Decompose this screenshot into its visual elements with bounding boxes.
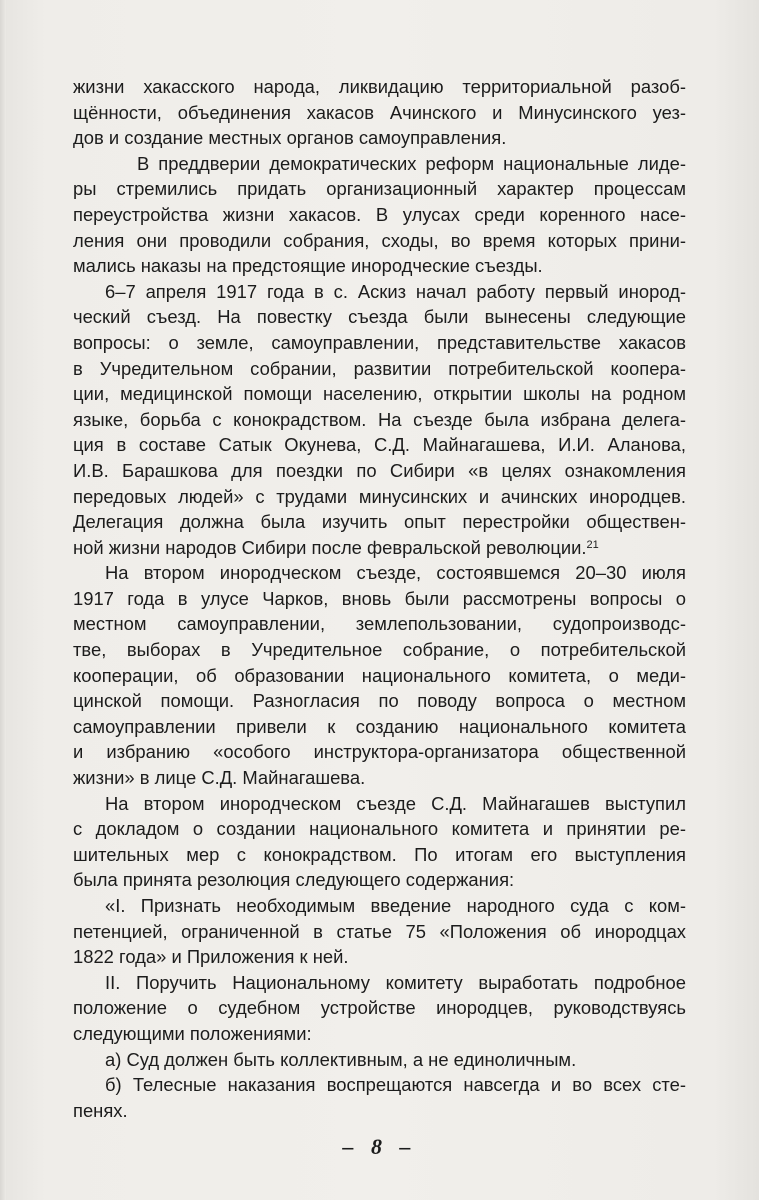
text-line: 6–7 апреля 1917 года в с. Аскиз начал работу первый инород- [105,280,686,302]
text-line: вопросы: о земле, самоуправлении, представительстве хакасов [73,331,686,353]
text-line: мались наказы на предстоящие инородческие съезды. [73,255,543,277]
text-line: На втором инородческом съезде, состоявшемся 20–30 июля [105,562,686,584]
text-line: жизни хакасского народа, ликвидацию территориальной разоб- [73,76,686,97]
text-line: положение о судебном устройстве инородцев, руководствуясь [73,997,686,1019]
text-line: 1917 года в улусе Чарков, вновь были рассмотрены вопросы о [73,587,686,609]
text-line [73,535,686,561]
text-line: была принята резолюция следующего содержания: [73,869,515,891]
text-line: ции, медицинской помощи населению, открытии школы на родном [73,383,686,405]
text-line: ления они проводили собрания, сходы, во время которых прини- [73,229,686,251]
text-line: кооперации, об образовании национального комитета, о меди- [73,664,686,686]
text-line: ческий съезд. На повестку съезда были вынесены следующие [73,306,686,328]
text-line: дов и создание местных органов самоуправления. [73,127,507,149]
paragraph-5 [73,791,686,893]
text-line: следующими положениями: [73,1022,312,1044]
text-line: «I. Признать необходимым введение народного суда с ком- [105,895,686,916]
resolution-subitem-a [73,1047,686,1073]
page-number: – 8 – [342,1134,417,1159]
text-line: и избранию «особого инструктора-организатора общественной [73,741,686,763]
text-line: Делегация должна была изучить опыт перестройки обществен- [73,511,686,533]
text-line: а) Суд должен быть коллективным, а не единоличным. [105,1048,577,1070]
text-line: шительных мер с конокрадством. По итогам его выступления [73,843,686,865]
text-line: И.В. Барашкова для поездки по Сибири «в целях ознакомления [73,459,686,481]
paragraph-4 [73,560,686,790]
text-line: передовых людей» с трудами минусинских и ачинских инородцев. [73,485,686,507]
text-line: пенях. [73,1099,128,1121]
paragraph-2 [73,151,686,279]
text-line: 1822 года» и Приложения к ней. [73,946,349,968]
text-line: самоуправлении привели к созданию национального комитета [73,715,686,737]
text-line: петенцией, ограниченной в статье 75 «Положения об инородцах [73,920,686,942]
text-line: ры стремились придать организационный характер процессам [73,178,686,200]
paragraph-3 [73,279,686,561]
text-line: языке, борьба с конокрадством. На съезде была избрана делега- [73,408,686,430]
text-line: В преддверии демократических реформ национальные лиде- [137,152,686,174]
body-text [73,74,686,1123]
footnote-reference: 21 [586,538,599,551]
text-line: с докладом о создании национального комитета и принятии ре- [73,818,686,840]
text-line: II. Поручить Национальному комитету выработать подробное [105,971,686,993]
text-line: в Учредительном собрании, развитии потребительской коопера- [73,357,686,379]
text-line: тве, выборах в Учредительное собрание, о потребительской [73,639,686,661]
paragraph-1 [73,74,686,151]
resolution-item-2 [73,970,686,1047]
text-line: жизни» в лице С.Д. Майнагашева. [73,767,366,789]
text-line: ция в составе Сатык Окунева, С.Д. Майнагашева, И.И. Аланова, [73,434,686,456]
text-line: переустройства жизни хакасов. В улусах среди коренного насе- [73,203,686,225]
text-line: щённости, объединения хакасов Ачинского и Минусинского уез- [73,101,686,123]
text-line: местном самоуправлении, землепользовании, судопроизводс- [73,613,686,635]
resolution-subitem-b [73,1072,686,1123]
page-edge [0,0,6,1200]
text-line: б) Телесные наказания воспрещаются навсегда и во всех сте- [105,1074,686,1096]
text-line: На втором инородческом съезде С.Д. Майнагашев выступил [105,792,686,814]
text-line: цинской помощи. Разногласия по поводу вопроса о местном [73,690,686,712]
text-line-content: ной жизни народов Сибири после февральской революции. [73,536,587,558]
resolution-item-1 [73,893,686,970]
